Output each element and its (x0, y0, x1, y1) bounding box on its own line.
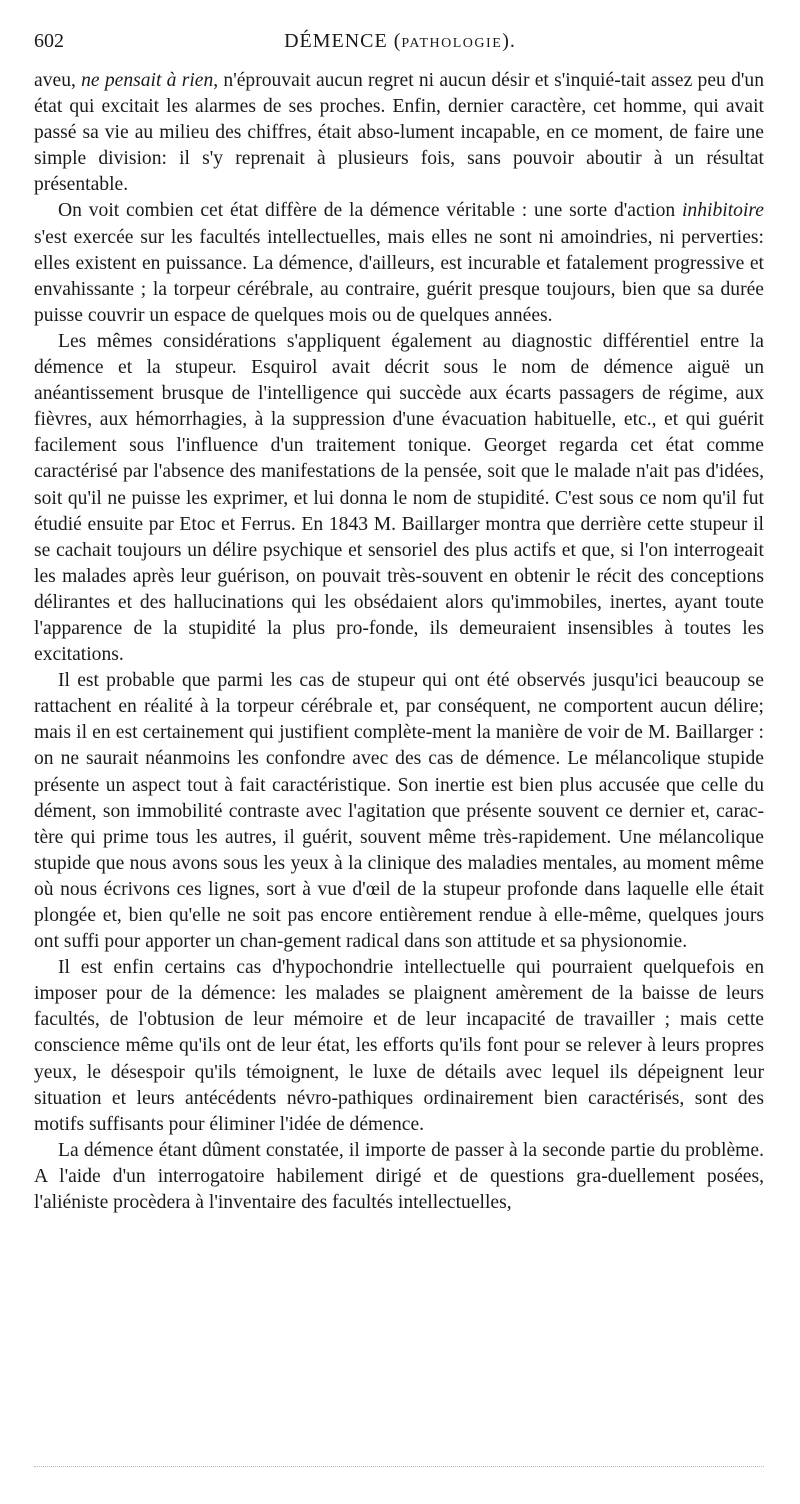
paragraph: Il est enfin certains cas d'hypochondrie intellectuelle qui pourraient quelquefois en imposer pour de la démence: les malades se plaignent amèrement de la baisse de leurs facultés, de l'obtusion de leur mémoire et de leur incapacité de travailler ; mais cette conscience même qu'ils ont de leur état, les efforts qu'ils font pour se relever à leurs propres yeux, le désespoir qu'ils témoignent, le luxe de détails avec lequel ils dépeignent leur situation et leurs antécédents névro-pathiques ordinairement bien caractérisés, sont des motifs suffisants pour éliminer l'idée de démence. (34, 957, 764, 1135)
page-number: 602 (34, 30, 64, 52)
paragraph: Les mêmes considérations s'appliquent également au diagnostic différentiel entre la démence et la stupeur. Esquirol avait décrit sous le nom de démence aiguë un anéantissement brusque de l'intelligence qui succède aux écarts passagers de régime, aux fièvres, aux hémorrhagies, à la suppression d'une évacuation habituelle, etc., et qui guérit facilement sous l'influence d'un traitement tonique. Georget regarda cet état comme caractérisé par l'absence des manifestations de la pensée, soit que le malade n'ait pas d'idées, soit qu'il ne puisse les exprimer, et lui donna le nom de stupidité. C'est sous ce nom qu'il fut étudié ensuite par Etoc et Ferrus. En 1843 M. Baillarger montra que derrière cette stupeur il se cachait toujours un délire psychique et sensoriel des plus actifs et que, si l'on interrogeait les malades après leur guérison, on pouvait très-souvent en obtenir le récit des conceptions délirantes et des hallucinations qui les obsédaient alors qu'immobiles, inertes, ayant toute l'apparence de la stupidité la plus pro-fonde, ils demeuraient insensibles à toutes les excitations. (34, 330, 764, 666)
running-header (34, 30, 766, 60)
paragraph: La démence étant dûment constatée, il importe de passer à la seconde partie du problème. A l'aide d'un interrogatoire habilement dirigé et de questions gra-duellement posées, l'aliéniste procèdera à l'inventaire des facultés intellectuelles, (34, 1139, 764, 1214)
running-title-close: ). (502, 30, 516, 52)
running-title (34, 30, 766, 53)
paragraph: Il est probable que parmi les cas de stupeur qui ont été observés jusqu'ici beaucoup se rattachent en réalité à la torpeur cérébrale et, par conséquent, ne comportent aucun délire; mais il en est certainement qui justifient complète-ment la manière de voir de M. Baillarger : on ne saurait néanmoins les confondre avec des cas de démence. Le mélancolique stupide présente un aspect tout à fait caractéristique. Son inertie est bien plus accusée que celle du dément, son immobilité contraste avec l'agitation que présente souvent ce dernier et, carac-tère qui prime tous les autres, il guérit, souvent même très-rapidement. Une mélancolique stupide que nous avons sous les yeux à la clinique des maladies mentales, au moment même où nous écrivons ces lignes, sort à vue d'œil de la stupeur profonde dans laquelle elle était plongée et, bien qu'elle ne soit pas encore entièrement rendue à elle-même, quelques jours ont suffi pour apporter un chan-gement radical dans son attitude et sa physionomie. (34, 670, 764, 953)
text-run: aveu, (34, 70, 82, 91)
paragraph (34, 198, 764, 328)
text-run: , n'éprouvait aucun regret ni aucun désir et s'inquié-tait assez peu d'un état qui excitait les alarmes de ses proches. Enfin, dernier caractère, cet homme, qui avait passé sa vie au milieu des chiffres, était abso-lument incapable, en ce moment, de faire une simple division: il s'y reprenait à plusieurs fois, sans pouvoir aboutir à un résultat présentable. (34, 70, 764, 196)
running-title-sub: PATHOLOGIE (401, 36, 503, 51)
page-body (34, 68, 764, 1216)
running-title-main: DÉMENCE (284, 30, 388, 52)
paragraph-continued (34, 68, 764, 198)
scan-artifact-line (34, 1466, 764, 1468)
italic-phrase: ne pensait à rien (81, 70, 214, 91)
italic-term: inhibitoire (681, 200, 764, 222)
text-run: s'est exercée sur les facultés intellectuelles, mais elles ne sont ni amoindries, ni perverties: elles existent en puissance. La démence, d'ailleurs, est incurable et fatalement progressive et envahissante ; la torpeur cérébrale, au contraire, guérit presque toujours, bien que sa durée puisse couvrir un espace de quelques mois ou de quelques années. (34, 226, 764, 326)
text-run: On voit combien cet état diffère de la démence véritable : une sorte d'action (58, 200, 682, 222)
running-title-open: ( (387, 30, 402, 52)
